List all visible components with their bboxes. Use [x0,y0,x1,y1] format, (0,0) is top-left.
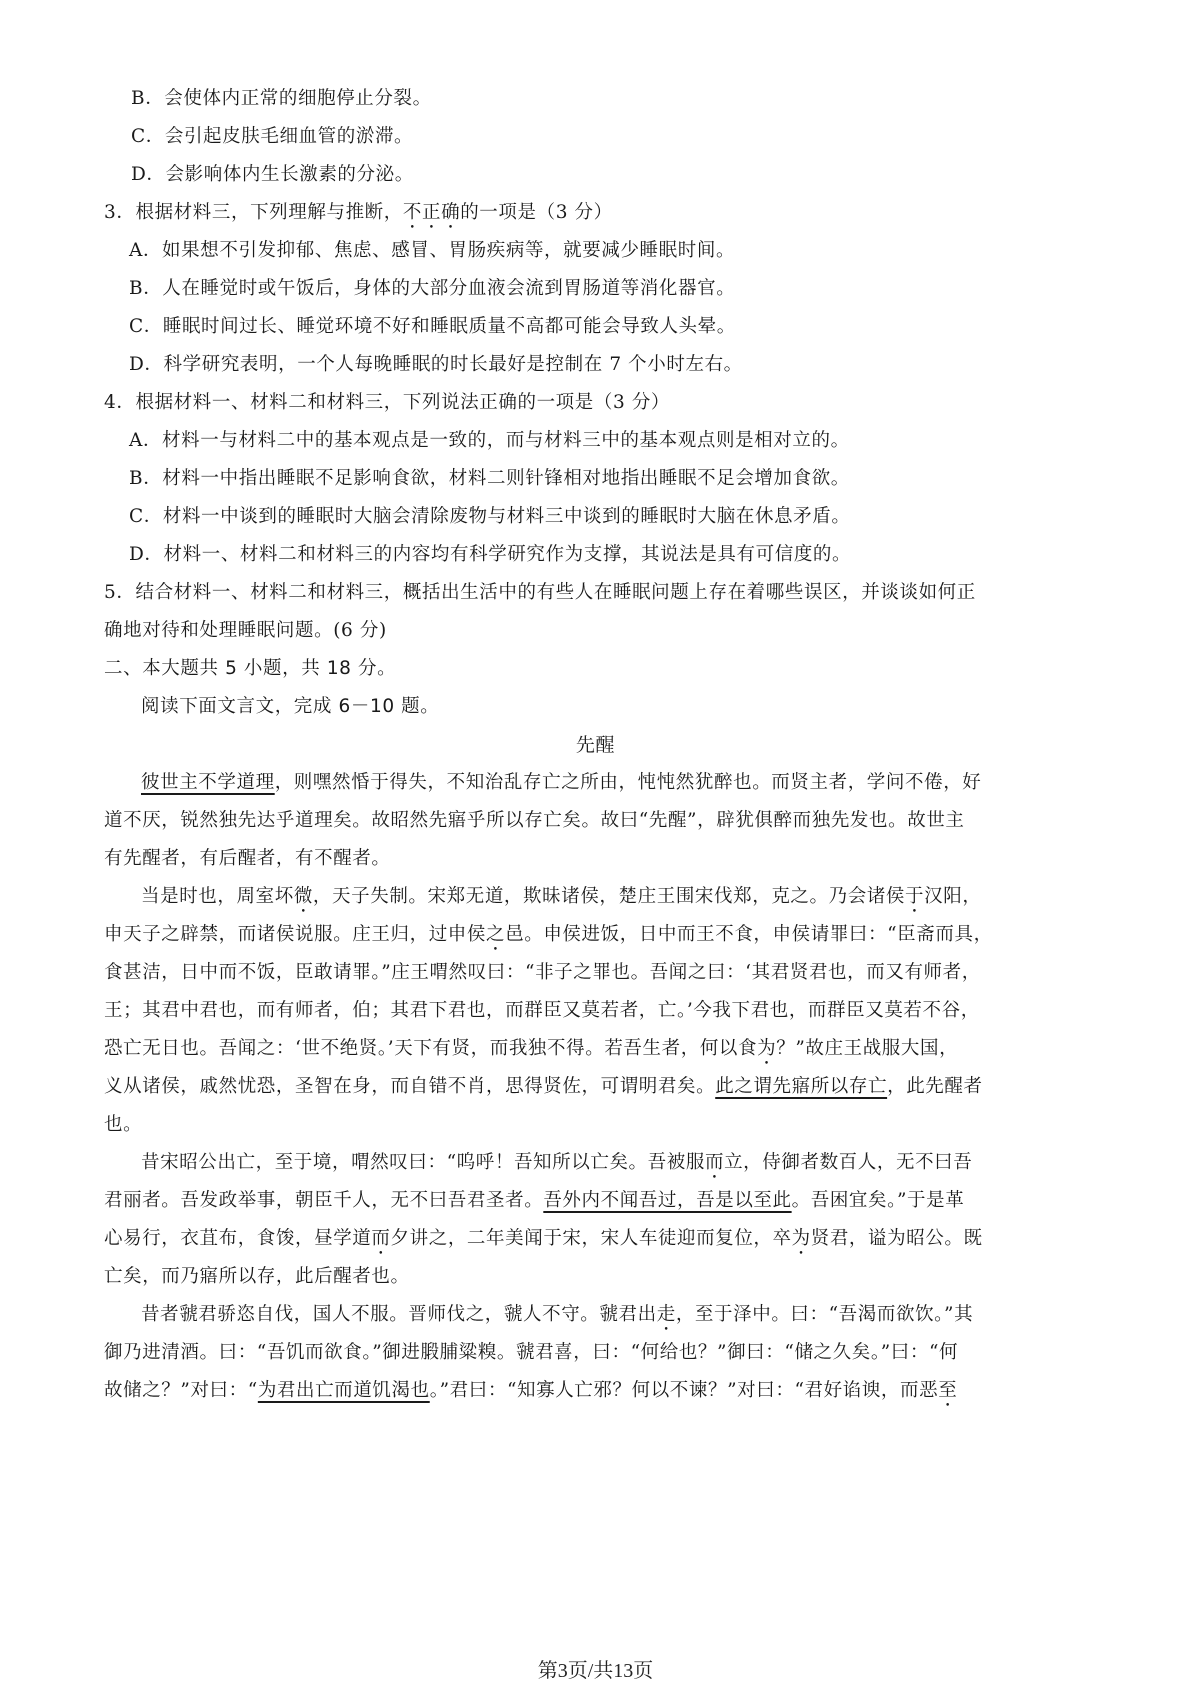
text-run: 贤君，谥为昭公。既 [810,1228,983,1249]
text-run: 义从诸侯，戚然忧恐，圣智在身，而自错不肖，思得贤佐，可谓明君矣。 [104,1076,716,1097]
q2-option-b: B．会使体内正常的细胞停止分裂。 [131,88,432,109]
text-run: 申天子之辟禁，而诸侯说服。庄王归，过申侯 [104,924,487,945]
q2-option-d: D．会影响体内生长激素的分泌。 [131,164,414,185]
page-indicator: 第3页/共13页 [537,1660,654,1682]
passage-p4-line1 [141,1303,973,1335]
emphasized-char: 为 [791,1228,811,1249]
emphasized-char: 之 [486,924,506,945]
text-run: 恐亡无日也。吾闻之：‘世不绝贤。’天下有贤，而我独不得。若吾生者，何以食 [104,1038,758,1059]
text-run: 昔者虢君骄恣自伐，国人不服。晋师伐之，虢人不守。虢君出 [141,1304,657,1325]
q4-stem: 4．根据材料一、材料二和材料三，下列说法正确的一项是（3 分） [104,392,671,413]
passage-p1-line3: 有先醒者，有后醒者，有不醒者。 [104,848,391,869]
q4-option-b: B．材料一中指出睡眠不足影响食欲，材料二则针锋相对地指出睡眠不足会增加食欲。 [129,468,850,489]
q5-line2: 确地对待和处理睡眠问题。(6 分) [104,620,387,641]
passage-p1-line1 [141,771,981,795]
q4-option-c: C．材料一中谈到的睡眠时大脑会清除废物与材料三中谈到的睡眠时大脑在休息矛盾。 [129,506,851,527]
emphasized-char: 走 [656,1304,676,1325]
passage-p4-line3 [104,1379,957,1411]
passage-title: 先醒 [575,734,616,756]
passage-p4-line2: 御乃进清酒。曰：“吾饥而欲食。”御进腶脯粱糗。虢君喜，曰：“何给也？”御曰：“储之久矣。”曰：“何 [104,1342,959,1363]
text-run: ，此先醒者 [887,1076,983,1097]
text-run: ？”故庄王战服大国， [776,1038,959,1059]
q3-option-b: B．人在睡觉时或午饭后，身体的大部分血液会流到胃肠道等消化器官。 [129,278,736,299]
emphasized-char: 于 [905,886,925,907]
text-run: 君丽者。吾发政举事，朝臣千人，无不曰吾君圣者。 [104,1190,544,1211]
text-run: 。吾困宜矣。”于是革 [791,1190,965,1211]
emphasized-char: 而 [704,1152,725,1173]
section2-heading: 二、本大题共 5 小题，共 18 分。 [104,658,397,679]
passage-p3-line1 [141,1151,972,1183]
passage-p2-line7: 也。 [104,1114,143,1135]
q3-stem-post: 的一项是（3 分） [460,202,613,223]
q4-option-a: A．材料一与材料二中的基本观点是一致的，而与材料三中的基本观点则是相对立的。 [129,430,850,451]
q3-option-c: C．睡眠时间过长、睡觉环境不好和睡眠质量不高都可能会导致人头晕。 [129,316,736,337]
passage-p2-line6 [104,1075,983,1099]
q3-option-d: D．科学研究表明，一个人每晚睡眠的时长最好是控制在 7 个小时左右。 [129,354,743,375]
emphasized-char: 为 [757,1038,777,1059]
passage-p2-line2 [104,923,993,955]
passage-p2-line5 [104,1037,958,1069]
text-run: 立，侍御者数百人，无不曰吾 [724,1152,973,1173]
underlined-phrase: 为君出亡而道饥渴也 [257,1380,430,1401]
q4-option-d: D．材料一、材料二和材料三的内容均有科学研究作为支撑，其说法是具有可信度的。 [129,544,852,565]
q3-stem [104,201,613,233]
text-run: ，至于泽中。曰：“吾渴而欲饮。”其 [675,1304,974,1325]
passage-p3-line2 [104,1189,964,1213]
text-run: ，则嘿然惛于得失，不知治乱存亡之所由，忳忳然犹醉也。而贤主者，学问不倦，好 [274,772,982,793]
text-run: 邑。申侯进饭，日中而王不食，申侯请罪曰：“臣斋而具， [505,924,993,945]
section2-instruction: 阅读下面文言文，完成 6－10 题。 [141,696,440,717]
q5-line1: 5．结合材料一、材料二和材料三，概括出生活中的有些人在睡眠问题上存在着哪些误区，并谈谈如何正 [104,582,976,603]
text-run: ，天子失制。宋郑无道，欺昧诸侯，楚庄王围宋伐郑，克之。乃会诸侯 [312,886,906,907]
emphasized-char: 至 [938,1380,958,1401]
passage-p2-line1 [141,885,981,917]
passage-p1-line2: 道不厌，锐然独先达乎道理矣。故昭然先寤乎所以存亡矣。故曰“先醒”，辟犹俱醉而独先发也。故世主 [104,810,965,831]
passage-p2-line3: 食甚洁，日中而不饭，臣敢请罪。”庄王喟然叹曰：“非子之罪也。吾闻之曰：‘其君贤君也，而又有师者， [104,962,981,983]
text-run: 心易行，衣苴布，食馂，昼学道 [104,1228,372,1249]
text-run: 汉阳， [924,886,982,907]
underlined-phrase: 此之谓先寤所以存亡 [715,1076,888,1097]
text-run: 夕讲之，二年美闻于宋，宋人车徒迎而复位，卒 [390,1228,792,1249]
text-run: 故储之？”对曰：“ [104,1380,258,1401]
q3-option-a: A．如果想不引发抑郁、焦虑、感冒、胃肠疾病等，就要减少睡眠时间。 [129,240,736,261]
emphasized-char: 而 [371,1228,391,1249]
q3-stem-pre: 3．根据材料三，下列理解与推断， [104,202,403,223]
underlined-phrase: 彼世主不学道理 [141,772,275,793]
text-run: 昔宋昭公出亡，至于境，喟然叹曰：“呜呼！吾知所以亡矣。吾被服 [141,1152,705,1173]
emphasized-char: 微 [293,886,313,907]
passage-p2-line4: 王；其君中君也，而有师者，伯；其君下君也，而群臣又莫若者，亡。’今我下君也，而群臣又莫若不谷， [104,1000,980,1021]
text-run: 当是时也，周室坏 [141,886,294,907]
text-run: 。”君曰：“知寡人亡邪？何以不谏？”对曰：“君好谄谀，而恶 [429,1380,939,1401]
q2-option-c: C．会引起皮肤毛细血管的淤滞。 [131,126,414,147]
q3-stem-emphasis: 不正确 [402,202,461,223]
passage-p3-line4: 亡矣，而乃寤所以存，此后醒者也。 [104,1266,410,1287]
underlined-phrase: 吾外内不闻吾过，吾是以至此 [543,1190,792,1211]
passage-p3-line3 [104,1227,983,1259]
